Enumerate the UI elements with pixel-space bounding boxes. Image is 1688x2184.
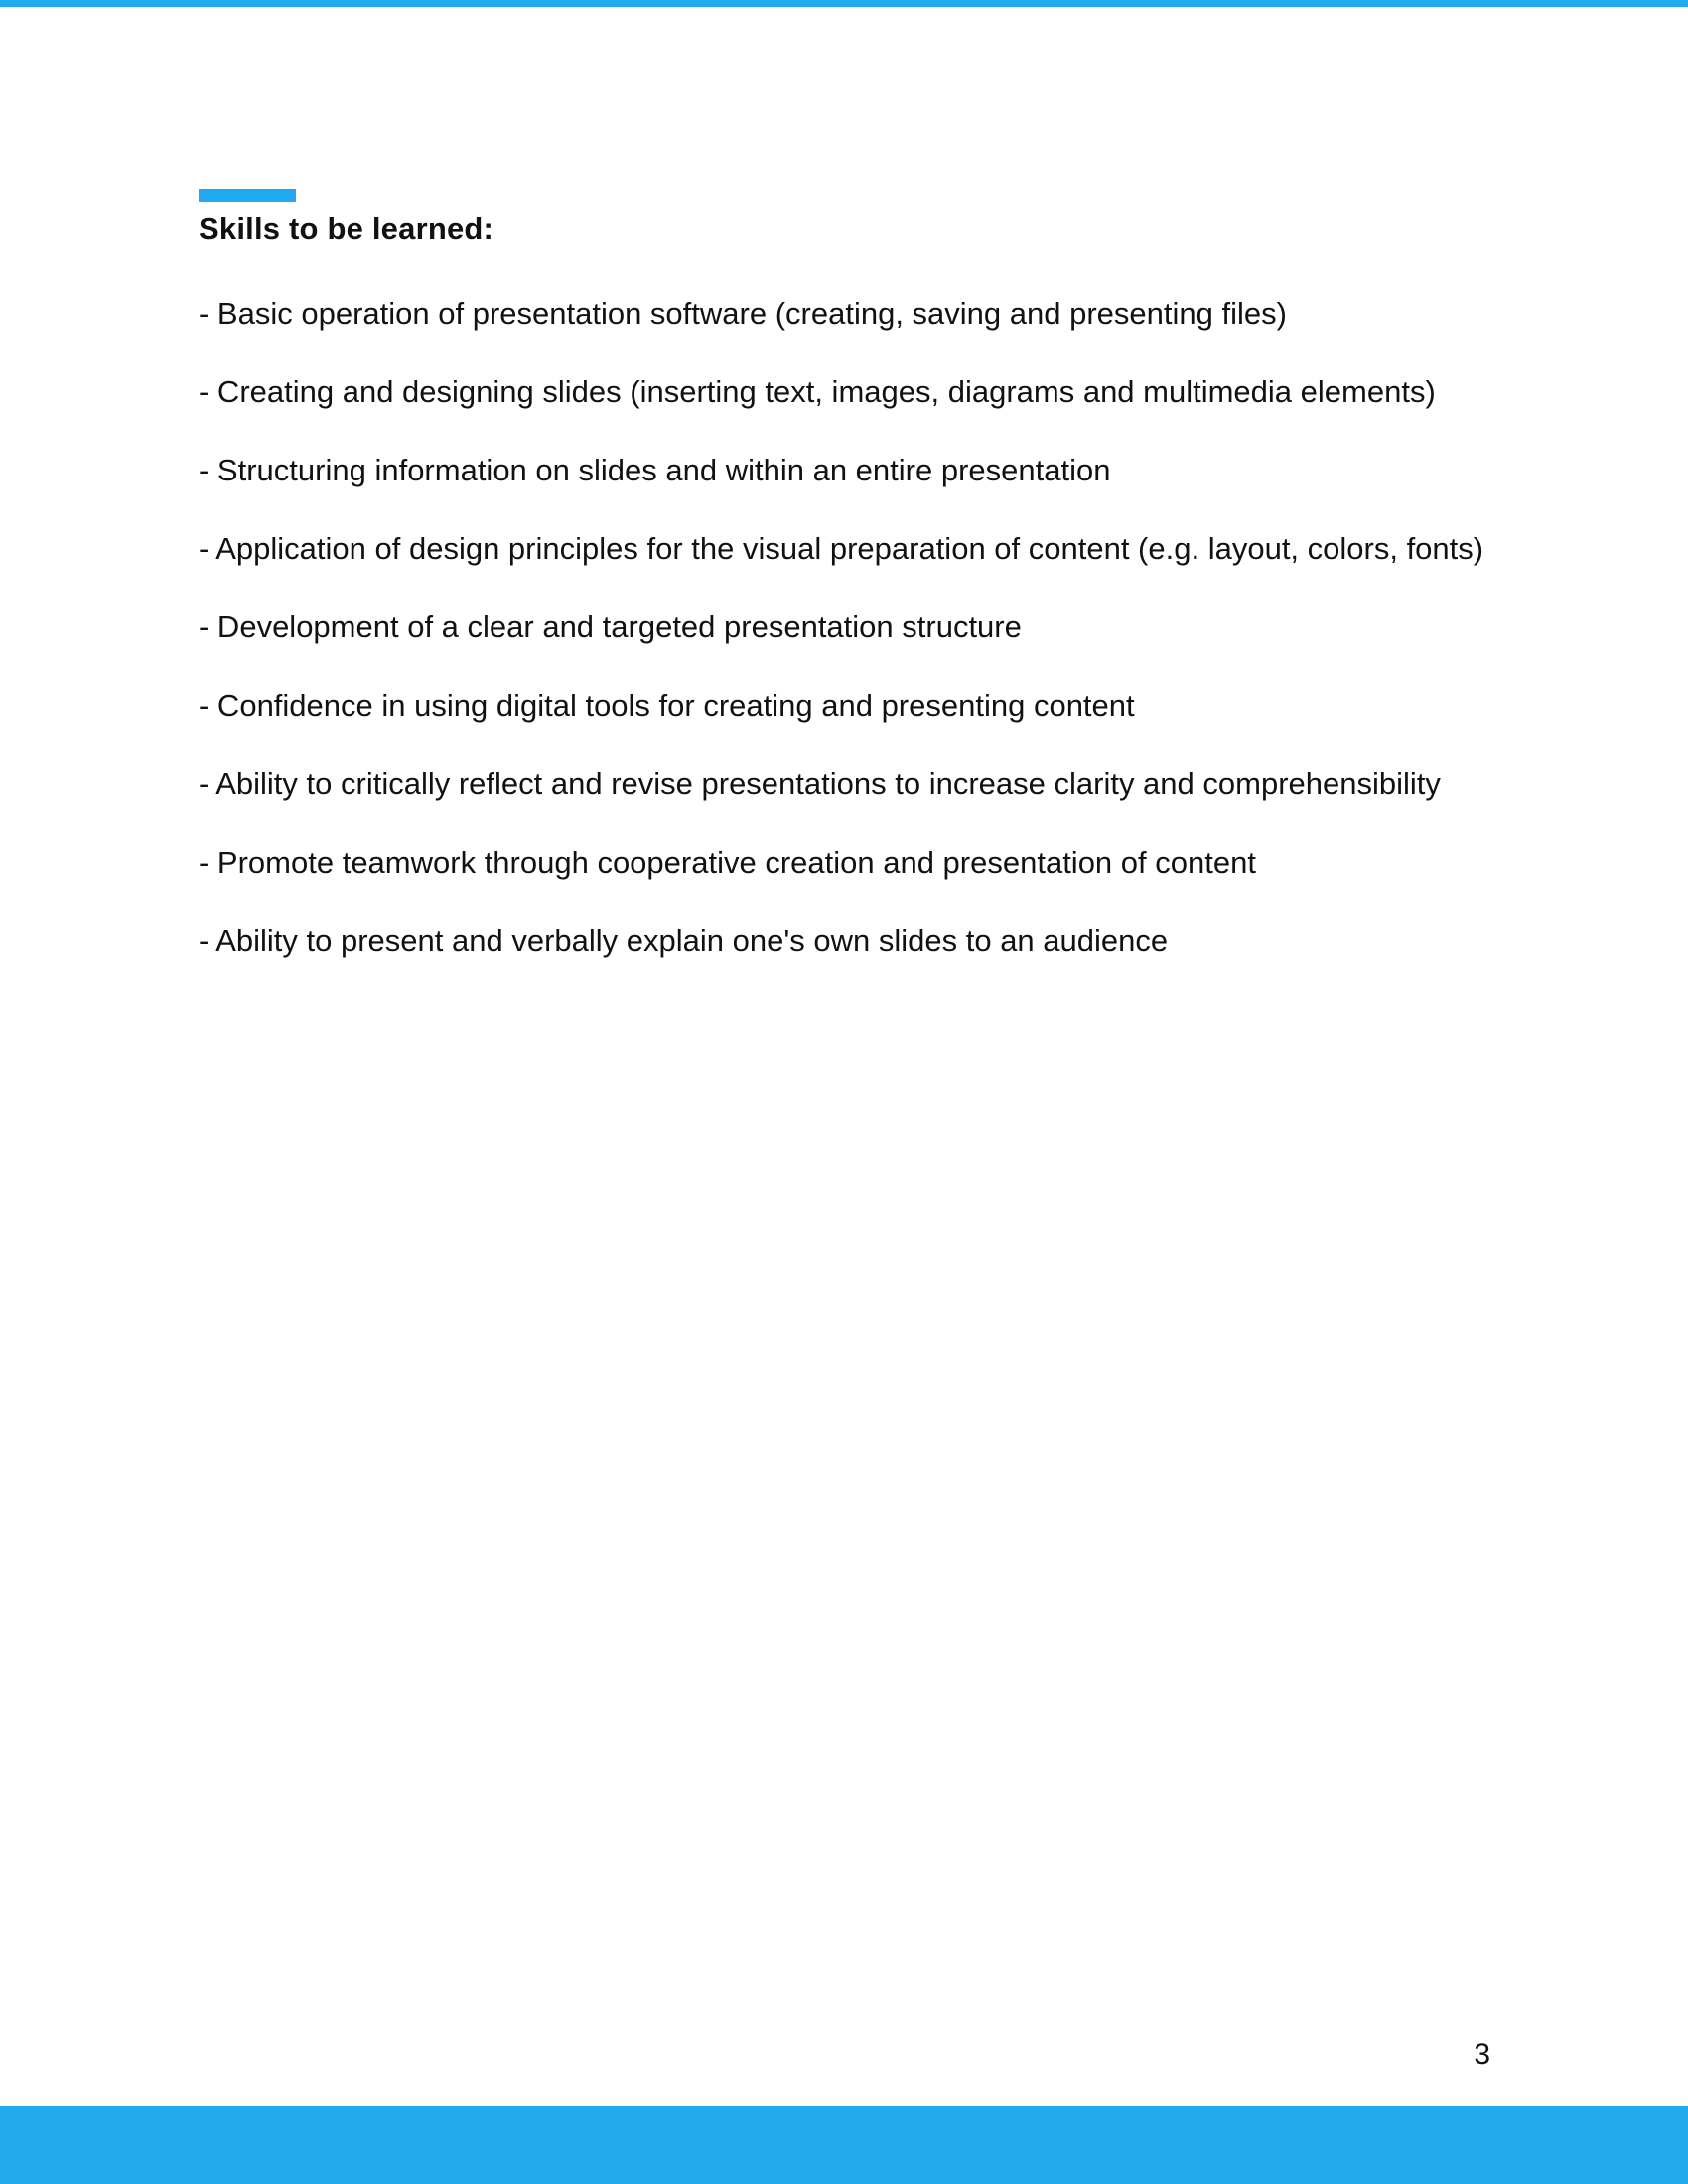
skill-item: - Confidence in using digital tools for creating and presenting content	[199, 688, 1135, 723]
heading-accent-bar	[199, 189, 296, 202]
skills-list	[199, 288, 1490, 994]
skill-item: - Basic operation of presentation software (creating, saving and presenting files)	[199, 296, 1287, 331]
skill-item: - Ability to critically reflect and revise presentations to increase clarity and comprehensibility	[199, 766, 1441, 801]
skill-item: - Structuring information on slides and within an entire presentation	[199, 453, 1111, 487]
bottom-accent-band	[0, 2106, 1688, 2184]
section-heading: Skills to be learned:	[199, 211, 494, 246]
skill-item: - Promote teamwork through cooperative creation and presentation of content	[199, 845, 1256, 880]
skill-item: - Development of a clear and targeted presentation structure	[199, 610, 1022, 644]
page-number: 3	[1474, 2038, 1490, 2071]
skill-item: - Application of design principles for the visual preparation of content (e.g. layout, colors, fonts)	[199, 531, 1484, 566]
top-accent-rule	[0, 0, 1688, 7]
skill-item: - Creating and designing slides (inserting text, images, diagrams and multimedia elements)	[199, 374, 1436, 409]
skill-item: - Ability to present and verbally explain one's own slides to an audience	[199, 923, 1169, 958]
